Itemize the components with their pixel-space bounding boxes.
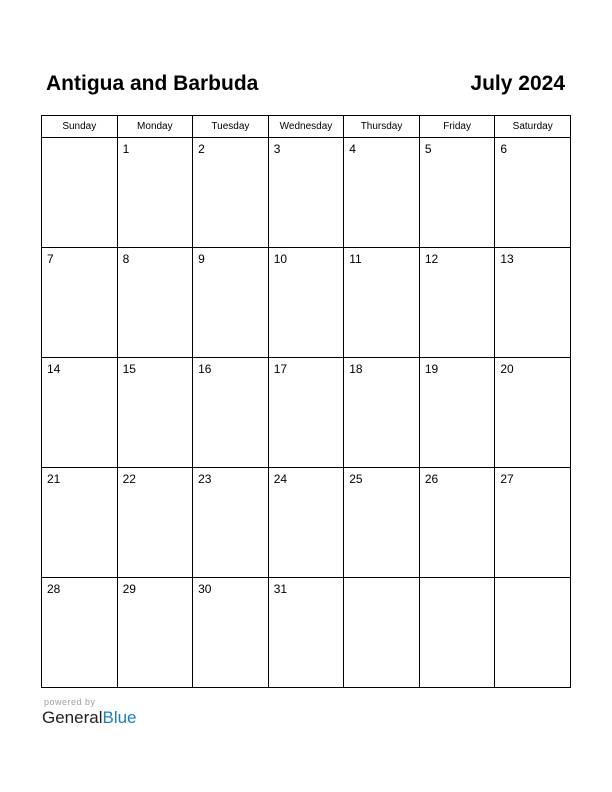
day-cell	[268, 578, 344, 688]
calendar-grid	[41, 115, 571, 688]
weekday-thursday: Thursday	[344, 116, 420, 138]
day-number: 12	[424, 252, 439, 266]
week-row-2	[42, 248, 571, 358]
powered-by-label: powered by	[44, 697, 96, 707]
day-cell	[268, 358, 344, 468]
calendar-month-title: July 2024	[470, 72, 565, 95]
day-number: 29	[122, 582, 136, 596]
day-cell	[42, 358, 118, 468]
day-cell	[495, 358, 571, 468]
day-cell	[344, 578, 420, 688]
day-cell	[42, 468, 118, 578]
day-cell	[42, 248, 118, 358]
day-cell	[117, 248, 193, 358]
day-number	[495, 578, 570, 582]
day-cell	[419, 138, 495, 248]
day-cell	[344, 248, 420, 358]
week-row-1	[42, 138, 571, 248]
day-number: 31	[273, 582, 288, 596]
day-number: 9	[198, 252, 205, 266]
day-number: 21	[47, 472, 61, 486]
day-cell	[268, 248, 344, 358]
day-number: 6	[500, 142, 508, 156]
day-cell	[268, 138, 344, 248]
weekday-tuesday: Tuesday	[193, 116, 269, 138]
generalblue-logo[interactable]	[42, 708, 137, 728]
day-number: 25	[349, 472, 363, 486]
day-cell	[117, 578, 193, 688]
day-cell	[117, 468, 193, 578]
day-number: 7	[47, 252, 54, 266]
day-number: 5	[424, 142, 432, 156]
day-number: 28	[47, 582, 61, 596]
day-number: 22	[122, 472, 136, 486]
day-number: 13	[500, 252, 514, 266]
day-cell	[495, 578, 571, 688]
day-cell	[193, 138, 269, 248]
day-number: 16	[198, 362, 212, 376]
day-number: 2	[198, 142, 205, 156]
day-cell	[117, 138, 193, 248]
day-cell	[268, 468, 344, 578]
day-cell	[344, 468, 420, 578]
day-number	[42, 138, 117, 142]
week-row-5	[42, 578, 571, 688]
calendar-country-title: Antigua and Barbuda	[46, 72, 259, 95]
day-cell	[117, 358, 193, 468]
day-cell	[344, 358, 420, 468]
day-number: 3	[273, 142, 281, 156]
day-number: 4	[349, 142, 356, 156]
day-cell	[419, 468, 495, 578]
day-number: 23	[198, 472, 212, 486]
day-cell	[419, 248, 495, 358]
day-cell	[193, 578, 269, 688]
day-number: 27	[500, 472, 514, 486]
day-number: 19	[424, 362, 439, 376]
weekday-saturday: Saturday	[495, 116, 571, 138]
day-cell	[495, 138, 571, 248]
day-number: 30	[198, 582, 212, 596]
day-cell	[344, 138, 420, 248]
day-number: 17	[273, 362, 288, 376]
weekday-monday: Monday	[117, 116, 193, 138]
day-cell	[495, 248, 571, 358]
day-number	[344, 578, 419, 582]
day-number: 1	[122, 142, 130, 156]
brand-blue-text: Blue	[102, 708, 137, 727]
day-number: 11	[349, 252, 362, 266]
day-cell	[495, 468, 571, 578]
week-row-4	[42, 468, 571, 578]
day-cell	[42, 578, 118, 688]
day-number: 20	[500, 362, 514, 376]
day-cell	[419, 358, 495, 468]
day-cell	[193, 248, 269, 358]
day-number: 15	[122, 362, 136, 376]
day-number: 18	[349, 362, 363, 376]
weekday-wednesday: Wednesday	[268, 116, 344, 138]
day-number: 24	[273, 472, 288, 486]
day-number: 26	[424, 472, 439, 486]
day-number: 14	[47, 362, 61, 376]
day-number	[420, 578, 495, 582]
brand-general-text: General	[42, 708, 103, 727]
week-row-3	[42, 358, 571, 468]
day-number: 10	[273, 252, 288, 266]
day-number: 8	[122, 252, 130, 266]
day-cell	[193, 468, 269, 578]
day-cell	[193, 358, 269, 468]
weekday-friday: Friday	[419, 116, 495, 138]
day-cell	[42, 138, 118, 248]
day-cell	[419, 578, 495, 688]
weekday-header-row	[42, 116, 571, 138]
weekday-sunday: Sunday	[42, 116, 118, 138]
